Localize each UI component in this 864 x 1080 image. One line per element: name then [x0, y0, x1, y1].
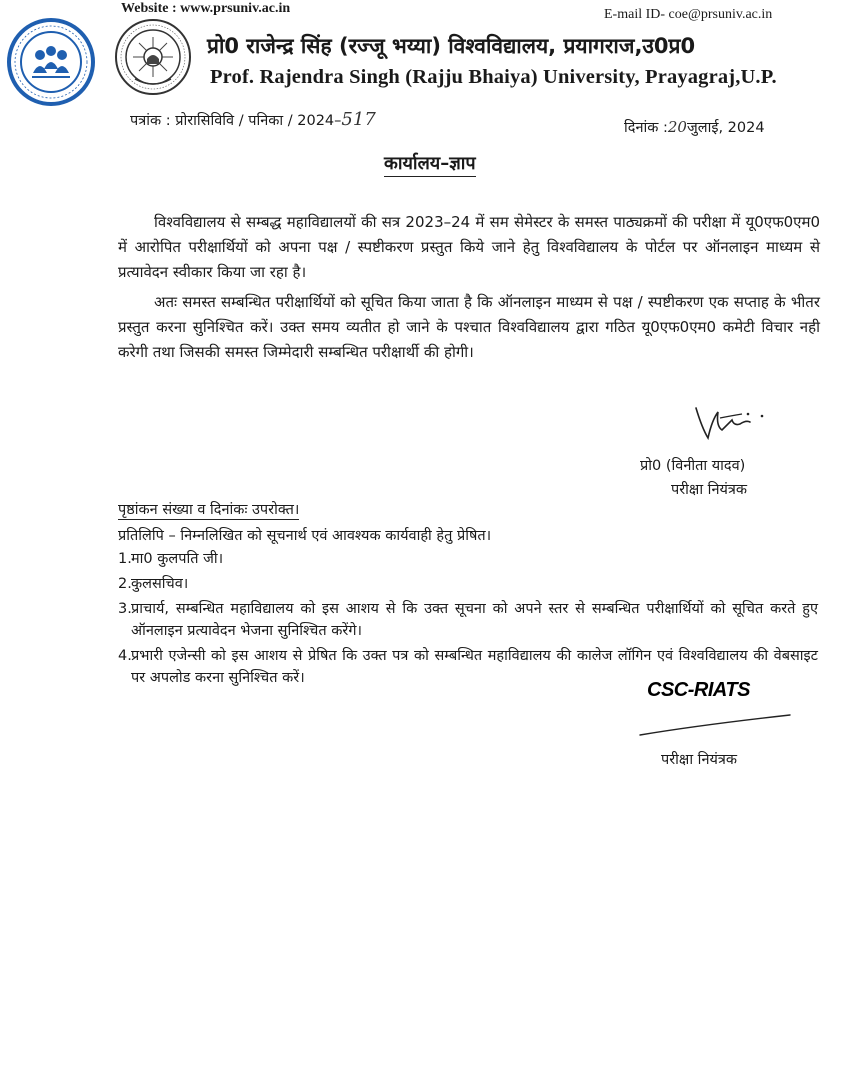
- list-item-number: 2.: [118, 576, 132, 592]
- institute-seal-icon: [6, 17, 96, 107]
- footer-signatory-title: परीक्षा नियंत्रक: [661, 752, 738, 768]
- signatory-title: परीक्षा नियंत्रक: [671, 482, 748, 498]
- list-item: [118, 598, 818, 642]
- signatory-name: प्रो0 (विनीता यादव): [640, 458, 746, 474]
- date-label: दिनांक :: [624, 120, 668, 136]
- endorsement-heading: पृष्ठांकन संख्या व दिनांकः उपरोक्त।: [118, 499, 299, 520]
- university-name-hindi: प्रो0 राजेन्द्र सिंह (रज्जू भय्या) विश्वविद्यालय, प्रयागराज,उ0प्र0: [207, 34, 696, 58]
- body-paragraph-2: अतः समस्त सम्बन्धित परीक्षार्थियों को सूचित किया जाता है कि ऑनलाइन माध्यम से पक्ष / स्पष्टीकरण एक सप्ताह के भीतर प्रस्तुत करना सुनिश्चित करें। उक्त समय व्यतीत हो जाने के पश्चात विश्वविद्यालय द्वारा गठित यू0एफ0एम0 कमेटी विचार नही करेगी तथा जिसकी समस्त जिम्मेदारी सम्बन्धित परीक्षार्थी की होगी।: [118, 293, 820, 361]
- csc-riats-stamp: CSC-RIATS: [647, 679, 750, 701]
- document-title: कार्यालय–ज्ञाप: [384, 151, 476, 177]
- reference-number: [130, 109, 376, 130]
- university-emblem-icon: [113, 17, 193, 99]
- list-item-number: 4.: [118, 648, 132, 664]
- website-address: Website : www.prsuniv.ac.in: [121, 1, 291, 16]
- copy-to-line: प्रतिलिपि – निम्नलिखित को सूचनार्थ एवं आवश्यक कार्यवाही हेतु प्रेषित।: [118, 528, 492, 544]
- letter-date: [624, 117, 765, 137]
- date-handwritten-day: 20: [667, 118, 687, 136]
- reference-handwritten-number: 517: [341, 109, 376, 130]
- list-item-text: प्रभारी एजेन्सी को इस आशय से प्रेषित कि उक्त पत्र को सम्बन्धित महाविद्यालय की कालेज लॉगिन एवं विश्वविद्यालय की वेबसाइट पर अपलोड करना सुनिश्चित करें।: [131, 648, 818, 686]
- list-item-number: 3.: [118, 601, 132, 617]
- body-paragraph-1: विश्वविद्यालय से सम्बद्ध महाविद्यालयों की सत्र 2023–24 में सम सेमेस्टर के समस्त पाठ्यक्रमों की परीक्षा में यू0एफ0एम0 में आरोपित परीक्षार्थियों को अपना पक्ष / स्पष्टीकरण प्रस्तुत किये जाने हेतु विश्वविद्यालय के पोर्टल पर ऑनलाइन माध्यम से प्रत्यावेदन स्वीकार किया जा रहा है।: [118, 213, 820, 281]
- university-name-english: Prof. Rajendra Singh (Rajju Bhaiya) University, Prayagraj,U.P.: [210, 66, 777, 88]
- reference-label: पत्रांक : प्रोरासिविवि / पनिका / 2024–: [130, 113, 342, 129]
- list-item-number: 1.: [118, 551, 132, 567]
- handwritten-signature: [686, 400, 776, 446]
- date-month-year: जुलाई, 2024: [686, 120, 765, 136]
- signature-stroke: [636, 711, 796, 739]
- copy-recipients-list: [118, 548, 818, 692]
- list-item: [118, 548, 818, 570]
- list-item: [118, 573, 818, 595]
- email-address: E-mail ID- coe@prsuniv.ac.in: [604, 7, 773, 22]
- list-item-text: मा0 कुलपति जी।: [131, 551, 224, 567]
- list-item-text: कुलसचिव।: [131, 576, 189, 592]
- list-item-text: प्राचार्य, सम्बन्धित महाविद्यालय को इस आशय से कि उक्त सूचना को अपने स्तर से सम्बन्धित परीक्षार्थियों को सूचित करते हुए ऑनलाइन प्रत्यावेदन भेजना सुनिश्चित करेंगे।: [131, 601, 818, 639]
